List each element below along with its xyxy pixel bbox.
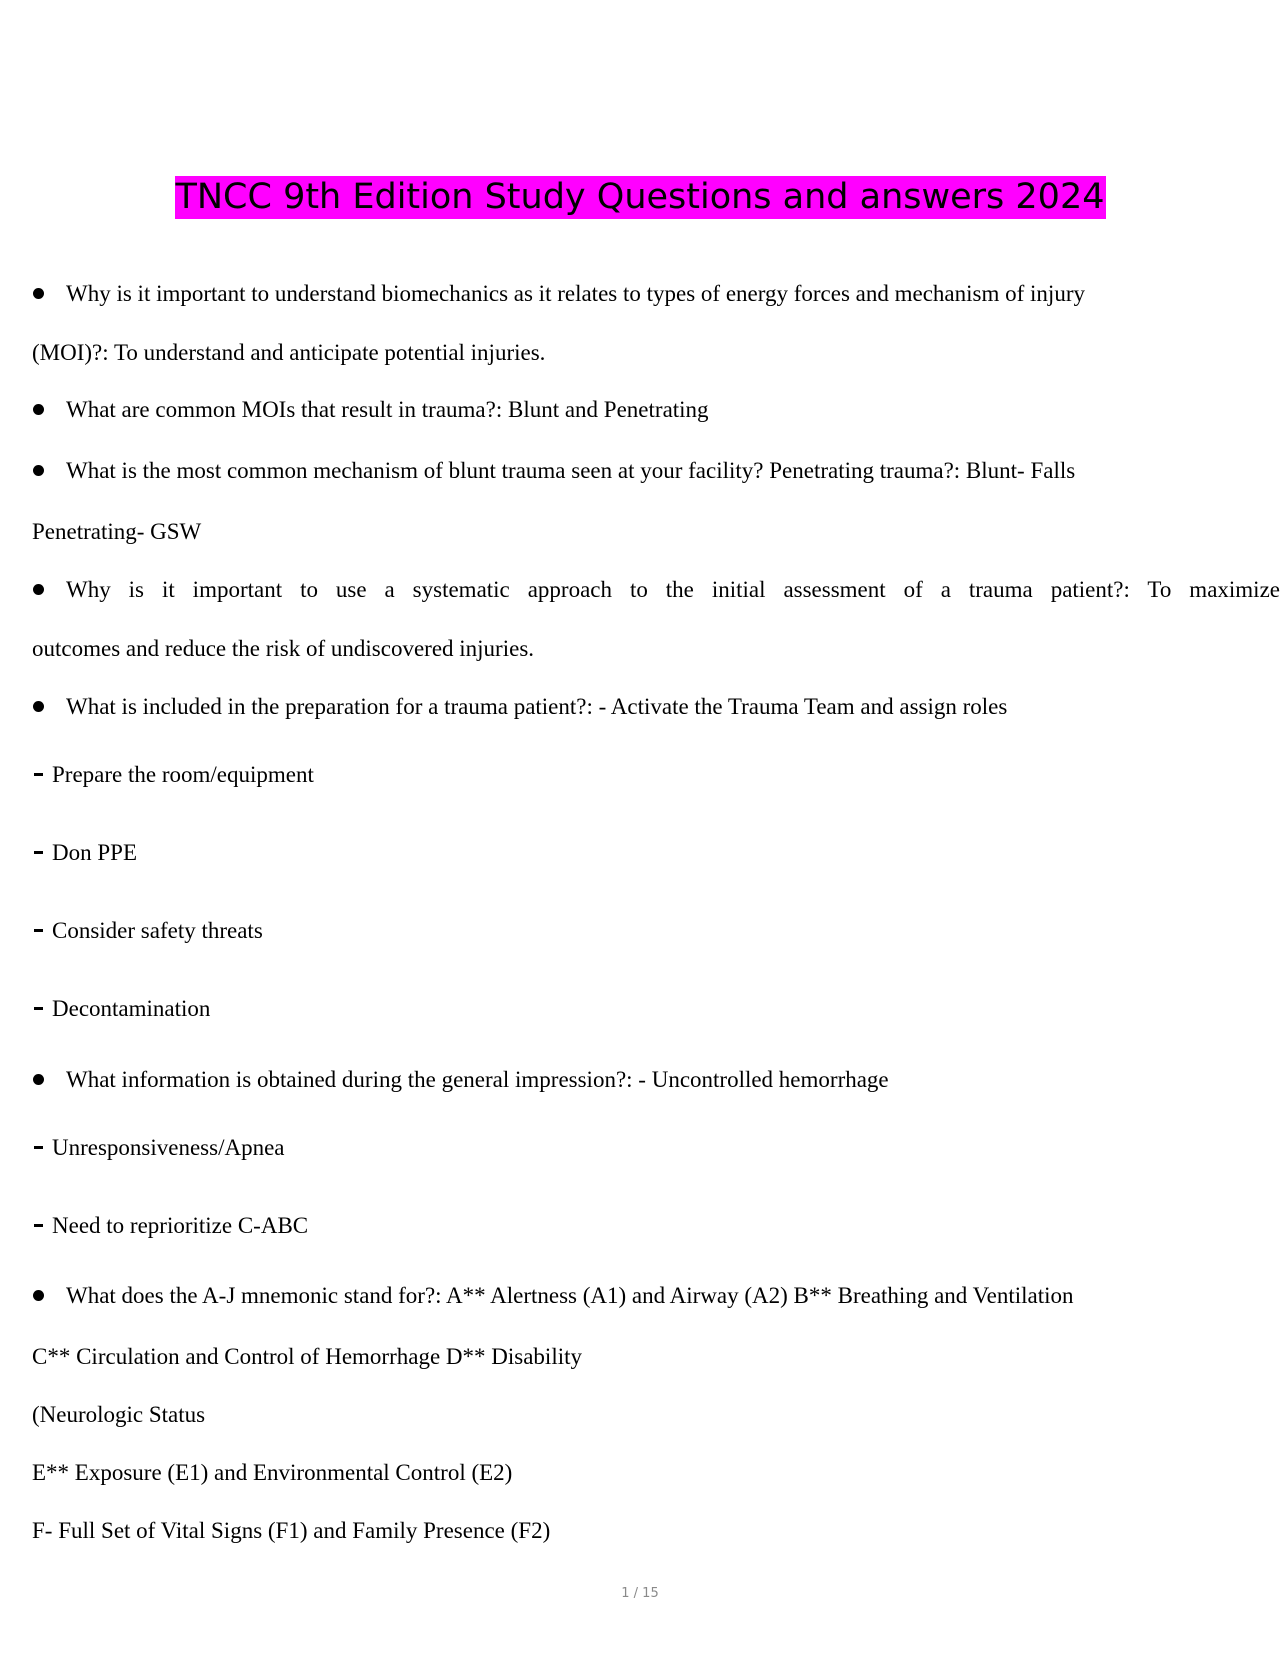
question-line: What information is obtained during the general impression?: - Uncontrolled hemorrhage <box>32 1066 1280 1094</box>
question-line: Why is it important to understand biomechanics as it relates to types of energy forces and mechanism of injury <box>32 280 1280 308</box>
answer-line: F- Full Set of Vital Signs (F1) and Family Presence (F2) <box>32 1518 551 1543</box>
answer-list-item: Consider safety threats <box>32 917 1266 945</box>
question-line: Why is it important to use a systematic approach to the initial assessment of a trauma patient?: To maximize <box>32 576 1280 604</box>
bullet-icon <box>33 701 44 712</box>
bullet-icon <box>33 1290 44 1301</box>
dash-icon <box>34 1224 43 1227</box>
answer-line: (MOI)?: To understand and anticipate potential injuries. <box>32 340 546 365</box>
dash-icon <box>34 1146 43 1149</box>
answer-line: outcomes and reduce the risk of undiscovered injuries. <box>32 636 535 661</box>
question-line: What are common MOIs that result in trauma?: Blunt and Penetrating <box>32 396 1280 424</box>
question-line: What is included in the preparation for a trauma patient?: - Activate the Trauma Team and assign roles <box>32 693 1280 721</box>
dash-icon <box>34 773 43 776</box>
dash-icon <box>34 1007 43 1010</box>
document-title: TNCC 9th Edition Study Questions and answers 2024 <box>175 177 1105 217</box>
answer-line: Penetrating- GSW <box>32 519 202 544</box>
title-container <box>0 176 1280 219</box>
bullet-icon <box>33 288 44 299</box>
answer-list-item: Unresponsiveness/Apnea <box>32 1134 1266 1162</box>
answer-list-item: Don PPE <box>32 839 1266 867</box>
bullet-icon <box>33 584 44 595</box>
dash-icon <box>34 929 43 932</box>
dash-icon <box>34 851 43 854</box>
question-line: What does the A-J mnemonic stand for?: A** Alertness (A1) and Airway (A2) B** Breathing and Ventilation <box>32 1282 1280 1310</box>
bullet-icon <box>33 465 44 476</box>
question-line: What is the most common mechanism of blunt trauma seen at your facility? Penetrating trauma?: Blunt- Falls <box>32 457 1280 485</box>
answer-line: C** Circulation and Control of Hemorrhage D** Disability <box>32 1344 582 1369</box>
answer-line: (Neurologic Status <box>32 1402 206 1427</box>
answer-line: E** Exposure (E1) and Environmental Control (E2) <box>32 1460 513 1485</box>
answer-list-item: Need to reprioritize C-ABC <box>32 1212 1266 1240</box>
bullet-icon <box>33 1074 44 1085</box>
page-number: 1 / 15 <box>621 1586 659 1601</box>
bullet-icon <box>33 404 44 415</box>
answer-list-item: Decontamination <box>32 995 1266 1023</box>
answer-list-item: Prepare the room/equipment <box>32 761 1266 789</box>
